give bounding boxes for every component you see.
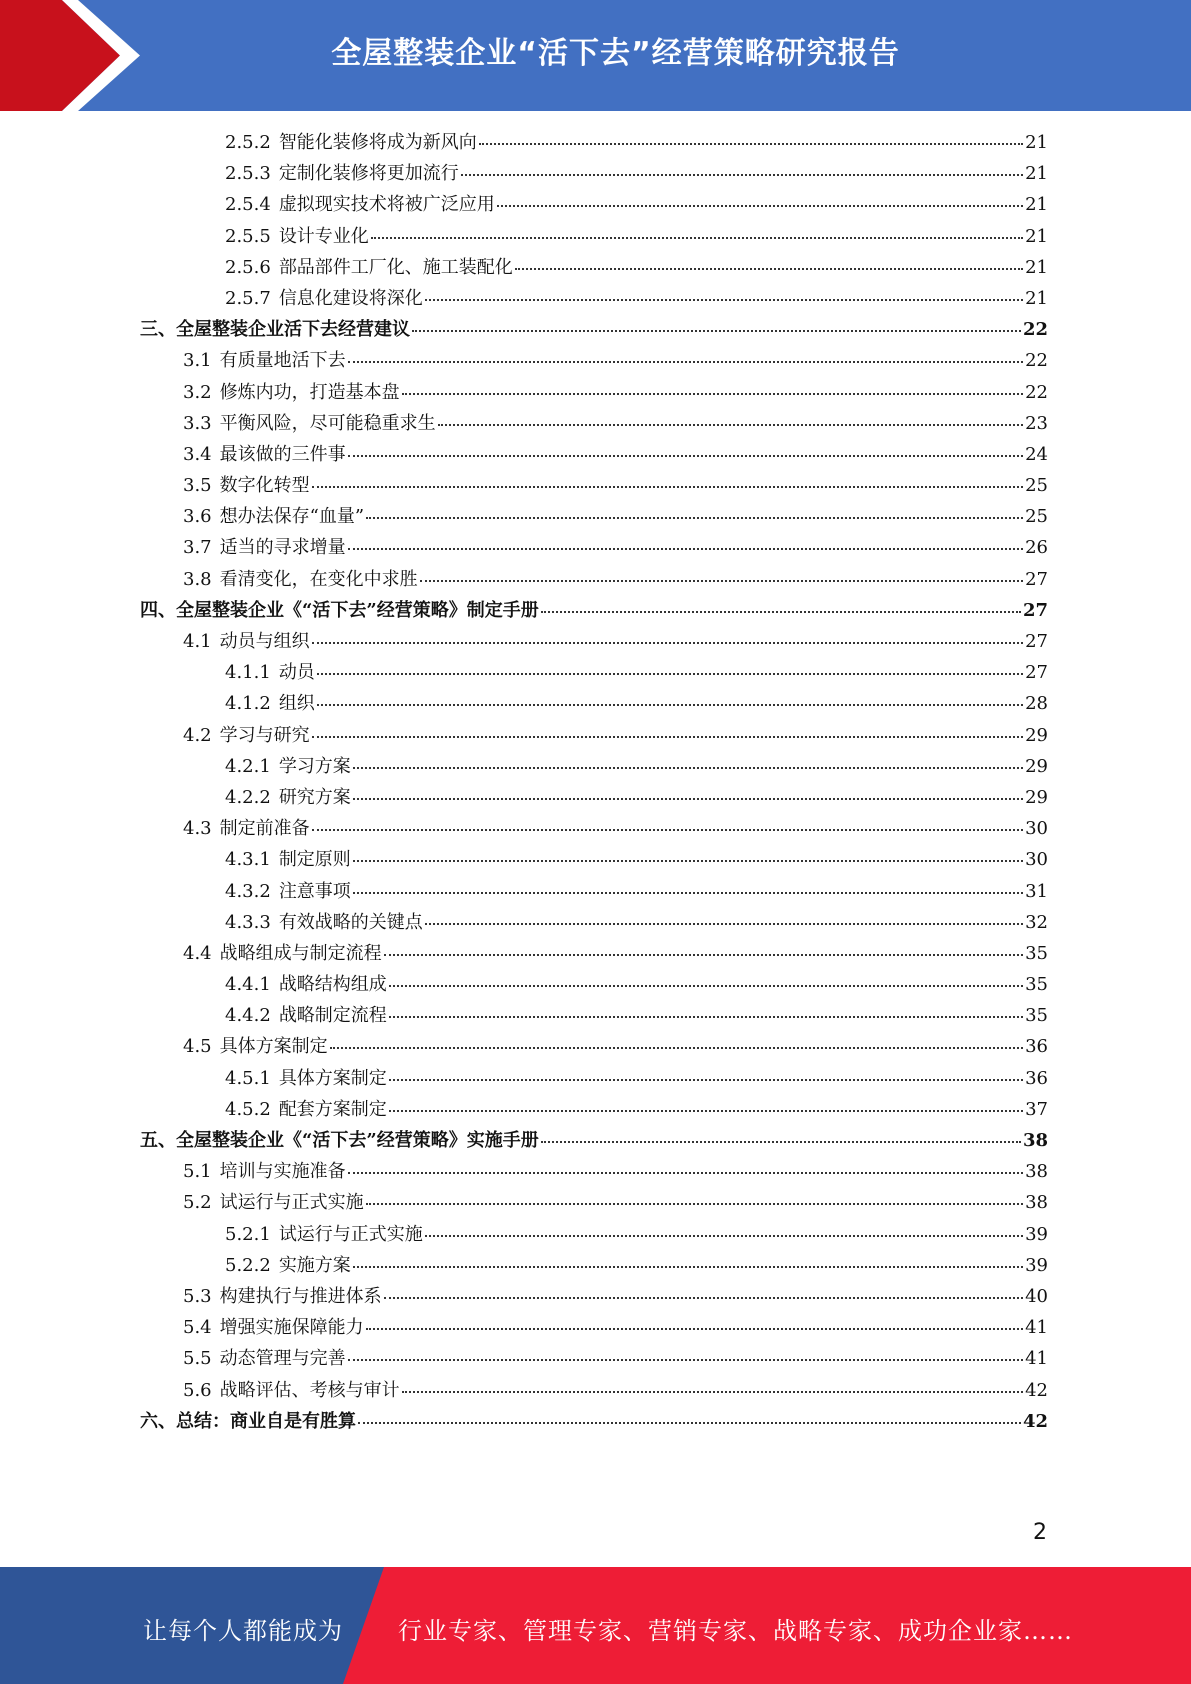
toc-entry[interactable] — [140, 970, 1048, 1001]
toc-dot-leader — [353, 767, 1023, 769]
toc-entry[interactable] — [140, 190, 1048, 221]
toc-entry[interactable] — [140, 689, 1048, 720]
toc-entry-title: 制定前准备 — [219, 818, 310, 840]
toc-entry-page: 36 — [1025, 1067, 1048, 1089]
toc-entry[interactable] — [140, 939, 1048, 970]
toc-entry-title: 制定原则 — [278, 849, 351, 871]
toc-entry[interactable] — [140, 845, 1048, 876]
toc-dot-leader — [317, 673, 1023, 675]
toc-entry-page: 25 — [1025, 475, 1048, 497]
toc-entry-page: 42 — [1025, 1379, 1048, 1401]
toc-entry-title: 增强实施保障能力 — [219, 1317, 364, 1339]
toc-entry[interactable] — [140, 1188, 1048, 1219]
toc-dot-leader — [348, 455, 1023, 457]
page-number: 2 — [1033, 1520, 1047, 1545]
toc-dot-leader — [412, 330, 1021, 332]
toc-entry-title: 具体方案制定 — [278, 1067, 387, 1089]
toc-entry[interactable] — [140, 1220, 1048, 1251]
toc-entry-number: 5.2.1 — [225, 1223, 271, 1245]
toc-entry-number: 3.4 — [183, 443, 212, 465]
toc-dot-leader — [353, 892, 1023, 894]
toc-entry[interactable] — [140, 502, 1048, 533]
toc-entry-page: 35 — [1025, 1005, 1048, 1027]
toc-dot-leader — [425, 923, 1023, 925]
toc-entry-page: 26 — [1025, 537, 1048, 559]
toc-entry-number: 4.4 — [183, 942, 212, 964]
toc-dot-leader — [348, 361, 1023, 363]
toc-dot-leader — [384, 954, 1023, 956]
toc-entry-title: 培训与实施准备 — [219, 1161, 346, 1183]
toc-entry-number: 3.7 — [183, 537, 212, 559]
toc-entry-page: 27 — [1025, 631, 1048, 652]
toc-entry[interactable] — [140, 533, 1048, 564]
toc-entry-number: 4.5.2 — [225, 1098, 271, 1120]
toc-entry[interactable] — [140, 1126, 1048, 1157]
toc-entry-title: 注意事项 — [278, 880, 351, 902]
toc-entry-title: 信息化建设将深化 — [278, 287, 423, 309]
toc-entry-page: 38 — [1022, 1130, 1048, 1151]
toc-entry[interactable] — [140, 783, 1048, 814]
toc-dot-leader — [358, 1422, 1021, 1424]
toc-entry-title: 总结：商业自是有胜算 — [176, 1410, 356, 1432]
toc-entry-page: 39 — [1025, 1254, 1048, 1276]
toc-entry-page: 41 — [1025, 1317, 1048, 1339]
toc-entry-title: 构建执行与推进体系 — [219, 1285, 382, 1307]
toc-dot-leader — [312, 642, 1023, 644]
toc-entry-number: 2.5.5 — [225, 225, 271, 247]
toc-dot-leader — [461, 174, 1023, 176]
toc-entry-title: 智能化装修将成为新风向 — [278, 132, 477, 153]
toc-entry-title: 适当的寻求增量 — [219, 537, 346, 559]
toc-entry-title: 平衡风险，尽可能稳重求生 — [219, 412, 436, 434]
toc-entry-page: 38 — [1025, 1161, 1048, 1183]
toc-entry-page: 30 — [1025, 818, 1048, 840]
toc-dot-leader — [366, 1203, 1023, 1205]
toc-entry[interactable] — [140, 1344, 1048, 1375]
page-header — [0, 0, 1191, 111]
toc-entry-page: 22 — [1025, 350, 1048, 372]
toc-entry[interactable] — [140, 1032, 1048, 1063]
toc-entry-page: 29 — [1025, 755, 1048, 777]
toc-entry-title: 虚拟现实技术将被广泛应用 — [278, 194, 495, 216]
toc-entry-page: 40 — [1025, 1285, 1048, 1307]
toc-dot-leader — [371, 237, 1023, 239]
toc-entry-page: 21 — [1025, 256, 1048, 278]
toc-entry-title: 部品部件工厂化、施工装配化 — [278, 256, 513, 278]
toc-entry-number: 4.5.1 — [225, 1067, 271, 1089]
toc-entry-number: 4.5 — [183, 1036, 212, 1058]
toc-entry-page: 24 — [1025, 443, 1048, 465]
toc-entry-page: 22 — [1025, 381, 1048, 403]
page-footer — [0, 1567, 1191, 1684]
toc-dot-leader — [366, 1328, 1023, 1330]
toc-entry-page: 23 — [1025, 412, 1048, 434]
toc-entry-title: 配套方案制定 — [278, 1098, 387, 1120]
toc-entry-number: 5.2 — [183, 1192, 212, 1214]
toc-entry[interactable] — [140, 253, 1048, 284]
toc-entry-page: 41 — [1025, 1348, 1048, 1370]
toc-dot-leader — [497, 205, 1023, 207]
toc-dot-leader — [330, 1047, 1023, 1049]
toc-entry-page: 21 — [1025, 194, 1048, 216]
toc-dot-leader — [348, 1172, 1023, 1174]
toc-entry[interactable] — [140, 440, 1048, 471]
toc-dot-leader — [348, 1359, 1023, 1361]
toc-entry-number: 4.3.3 — [225, 911, 271, 933]
toc-entry[interactable] — [140, 627, 1048, 658]
toc-dot-leader — [366, 517, 1023, 519]
toc-entry-title: 动员 — [278, 662, 315, 684]
toc-entry[interactable] — [140, 378, 1048, 409]
toc-entry-number: 4.1 — [183, 631, 212, 652]
toc-entry-title: 动态管理与完善 — [219, 1348, 346, 1370]
toc-entry-number: 4.2.2 — [225, 786, 271, 808]
toc-entry-title: 试运行与正式实施 — [219, 1192, 364, 1214]
toc-entry-number: 3.3 — [183, 412, 212, 434]
toc-entry[interactable] — [140, 721, 1048, 752]
toc-entry-page: 28 — [1025, 693, 1048, 715]
toc-entry-title: 定制化装修将更加流行 — [278, 163, 459, 185]
toc-entry-title: 研究方案 — [278, 786, 351, 808]
table-of-contents — [140, 128, 1048, 1438]
toc-entry-number: 2.5.2 — [225, 132, 271, 153]
toc-entry-number: 4.2 — [183, 724, 212, 746]
toc-entry-number: 3.5 — [183, 475, 212, 497]
toc-entry-number: 3.8 — [183, 568, 212, 590]
toc-entry[interactable] — [140, 752, 1048, 783]
toc-entry-title: 战略结构组成 — [278, 974, 387, 996]
toc-entry-title: 数字化转型 — [219, 475, 310, 497]
toc-entry-number: 3.1 — [183, 350, 212, 372]
toc-entry-title: 想办法保存“血量” — [219, 506, 365, 528]
toc-dot-leader — [389, 1079, 1023, 1081]
toc-entry-title: 全屋整装企业活下去经营建议 — [176, 319, 410, 341]
toc-entry-number: 三、 — [140, 319, 176, 341]
toc-entry-page: 31 — [1025, 880, 1048, 902]
toc-entry[interactable] — [140, 159, 1048, 190]
toc-dot-leader — [402, 393, 1023, 395]
toc-entry[interactable] — [140, 1001, 1048, 1032]
toc-entry-page: 39 — [1025, 1223, 1048, 1245]
toc-entry-title: 学习与研究 — [219, 724, 310, 746]
toc-dot-leader — [425, 299, 1023, 301]
toc-entry[interactable] — [140, 1251, 1048, 1282]
toc-entry-title: 实施方案 — [278, 1254, 351, 1276]
toc-entry[interactable] — [140, 409, 1048, 440]
toc-dot-leader — [348, 548, 1023, 550]
toc-entry-title: 设计专业化 — [278, 225, 369, 247]
toc-entry-number: 4.4.1 — [225, 974, 271, 996]
toc-entry-number: 3.2 — [183, 381, 212, 403]
toc-entry[interactable] — [140, 471, 1048, 502]
toc-dot-leader — [479, 143, 1023, 145]
toc-entry-title: 战略制定流程 — [278, 1005, 387, 1027]
toc-dot-leader — [312, 736, 1023, 738]
toc-dot-leader — [312, 486, 1023, 488]
footer-slogan-left: 让每个人都能成为 — [143, 1617, 343, 1645]
footer-slogan-right: 行业专家、管理专家、营销专家、战略专家、成功企业家…… — [398, 1617, 1073, 1645]
toc-entry-title: 最该做的三件事 — [219, 443, 346, 465]
toc-entry-number: 4.1.1 — [225, 662, 271, 684]
toc-dot-leader — [438, 424, 1023, 426]
toc-entry[interactable] — [140, 284, 1048, 315]
toc-entry-title: 战略组成与制定流程 — [219, 942, 382, 964]
toc-entry[interactable] — [140, 128, 1048, 159]
toc-entry-page: 36 — [1025, 1036, 1048, 1058]
toc-entry[interactable] — [140, 1407, 1048, 1438]
toc-entry[interactable] — [140, 346, 1048, 377]
toc-entry-number: 4.4.2 — [225, 1005, 271, 1027]
toc-entry-number: 2.5.3 — [225, 163, 271, 185]
toc-entry-title: 学习方案 — [278, 755, 351, 777]
toc-entry-page: 21 — [1025, 287, 1048, 309]
toc-entry[interactable] — [140, 658, 1048, 689]
toc-dot-leader — [312, 829, 1023, 831]
toc-entry-number: 六、 — [140, 1410, 176, 1432]
toc-entry-number: 5.6 — [183, 1379, 212, 1401]
toc-entry-number: 5.4 — [183, 1317, 212, 1339]
toc-entry[interactable] — [140, 1282, 1048, 1313]
toc-entry-number: 5.5 — [183, 1348, 212, 1370]
toc-entry-title: 组织 — [278, 693, 315, 715]
toc-entry-page: 22 — [1022, 319, 1048, 341]
report-title: 全屋整装企业“活下去”经营策略研究报告 — [331, 36, 900, 71]
toc-entry-number: 4.1.2 — [225, 693, 271, 715]
toc-entry-title: 有质量地活下去 — [219, 350, 346, 372]
toc-entry-page: 29 — [1025, 724, 1048, 746]
toc-entry[interactable] — [140, 315, 1048, 346]
toc-entry-page: 35 — [1025, 974, 1048, 996]
toc-entry-title: 看清变化，在变化中求胜 — [219, 568, 418, 590]
toc-entry-page: 27 — [1025, 568, 1048, 590]
toc-entry-page: 21 — [1025, 132, 1048, 153]
toc-entry-page: 21 — [1025, 225, 1048, 247]
toc-dot-leader — [353, 798, 1023, 800]
toc-entry-page: 30 — [1025, 849, 1048, 871]
toc-dot-leader — [515, 268, 1023, 270]
toc-entry-page: 37 — [1025, 1098, 1048, 1120]
toc-entry-page: 32 — [1025, 911, 1048, 933]
toc-entry-page: 27 — [1025, 662, 1048, 684]
toc-entry-title: 修炼内功，打造基本盘 — [219, 381, 400, 403]
toc-entry-number: 2.5.7 — [225, 287, 271, 309]
toc-entry[interactable] — [140, 908, 1048, 939]
toc-entry-number: 5.2.2 — [225, 1254, 271, 1276]
toc-dot-leader — [425, 1235, 1023, 1237]
toc-dot-leader — [420, 580, 1023, 582]
toc-entry-page: 25 — [1025, 506, 1048, 528]
toc-entry[interactable] — [140, 1095, 1048, 1126]
toc-dot-leader — [384, 1297, 1023, 1299]
toc-entry-page: 21 — [1025, 163, 1048, 185]
toc-dot-leader — [389, 985, 1023, 987]
toc-entry-number: 3.6 — [183, 506, 212, 528]
toc-entry-page: 29 — [1025, 786, 1048, 808]
toc-entry-title: 动员与组织 — [219, 631, 310, 652]
toc-dot-leader — [389, 1110, 1023, 1112]
toc-dot-leader — [541, 611, 1021, 613]
toc-dot-leader — [389, 1016, 1023, 1018]
toc-entry[interactable] — [140, 814, 1048, 845]
toc-entry[interactable] — [140, 1157, 1048, 1188]
toc-dot-leader — [317, 704, 1023, 706]
toc-entry[interactable] — [140, 565, 1048, 596]
toc-entry-title: 试运行与正式实施 — [278, 1223, 423, 1245]
toc-entry-page: 35 — [1025, 942, 1048, 964]
toc-entry-page: 38 — [1025, 1192, 1048, 1214]
toc-entry-title: 全屋整装企业《“活下去”经营策略》实施手册 — [176, 1130, 539, 1151]
toc-entry-page: 42 — [1022, 1410, 1048, 1432]
toc-entry[interactable] — [140, 1064, 1048, 1095]
toc-entry-title: 有效战略的关键点 — [278, 911, 423, 933]
toc-entry-title: 具体方案制定 — [219, 1036, 328, 1058]
toc-entry-number: 2.5.6 — [225, 256, 271, 278]
toc-entry[interactable] — [140, 1313, 1048, 1344]
toc-dot-leader — [541, 1141, 1021, 1143]
toc-entry[interactable] — [140, 596, 1048, 627]
toc-entry-title: 战略评估、考核与审计 — [219, 1379, 400, 1401]
toc-entry-number: 4.3 — [183, 818, 212, 840]
toc-entry-number: 5.1 — [183, 1161, 212, 1183]
toc-entry-number: 五、 — [140, 1130, 176, 1151]
toc-entry-number: 4.2.1 — [225, 755, 271, 777]
toc-entry[interactable] — [140, 877, 1048, 908]
toc-entry-number: 四、 — [140, 599, 176, 621]
toc-entry-number: 2.5.4 — [225, 194, 271, 216]
toc-dot-leader — [353, 860, 1023, 862]
toc-entry-page: 27 — [1022, 599, 1048, 621]
toc-dot-leader — [402, 1391, 1023, 1393]
toc-entry-number: 5.3 — [183, 1285, 212, 1307]
toc-entry[interactable] — [140, 1376, 1048, 1407]
toc-entry-number: 4.3.1 — [225, 849, 271, 871]
toc-entry[interactable] — [140, 222, 1048, 253]
toc-entry-title: 全屋整装企业《“活下去”经营策略》制定手册 — [176, 599, 539, 621]
toc-entry-number: 4.3.2 — [225, 880, 271, 902]
toc-dot-leader — [353, 1266, 1023, 1268]
